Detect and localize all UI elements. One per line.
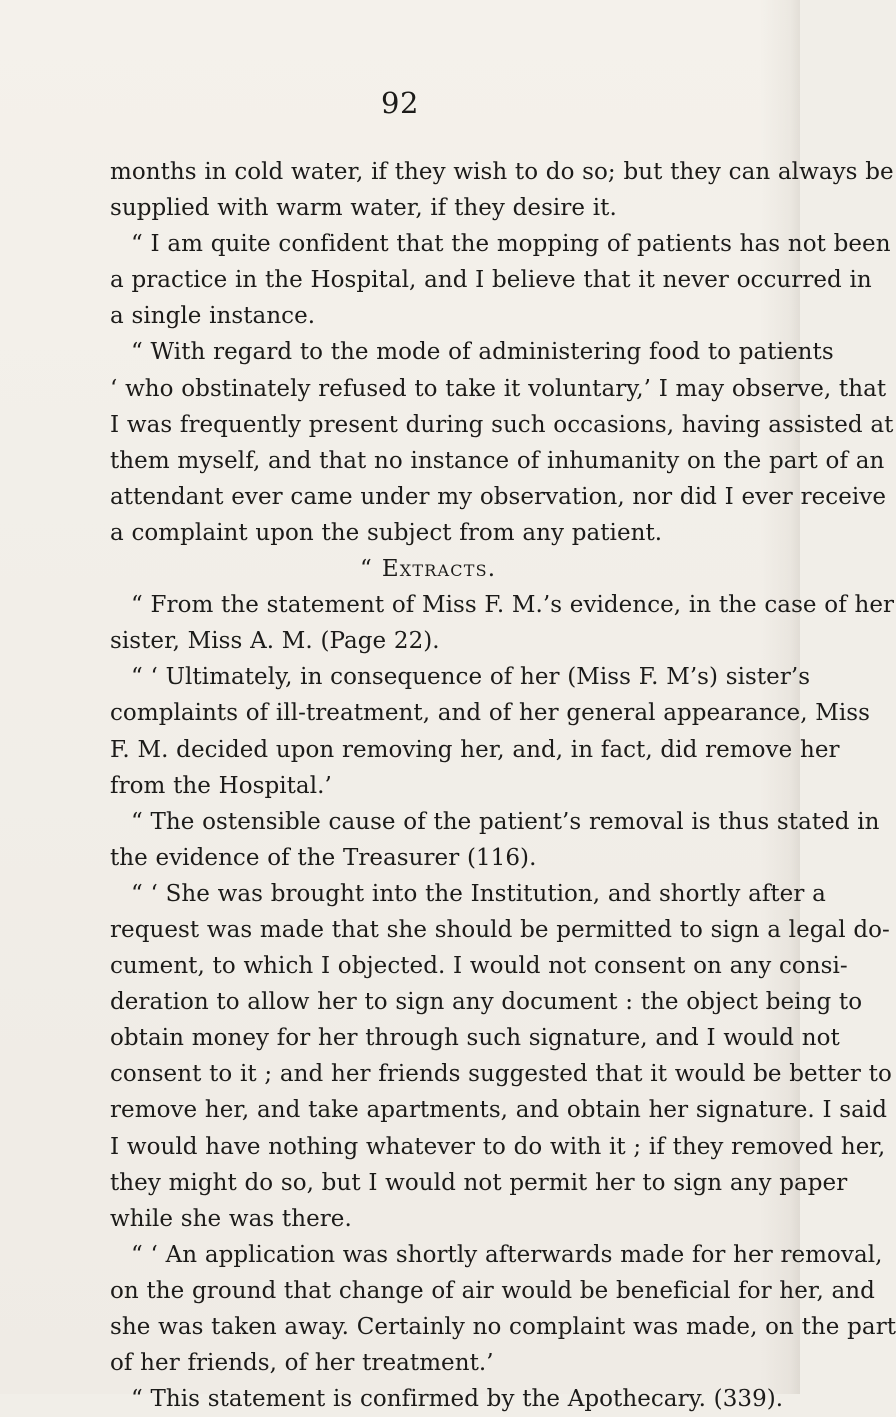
text-line: while she was there. [110, 1205, 352, 1232]
text-line: a complaint upon the subject from any patient. [110, 519, 663, 546]
text-line: I was frequently present during such occasions, having assisted at [110, 411, 894, 438]
text-line: “ With regard to the mode of administering food to patients [131, 339, 834, 366]
text-line: “ The ostensible cause of the patient’s removal is thus stated in [131, 808, 880, 835]
text-line: “ From the statement of Miss F. M.’s evidence, in the case of her [131, 592, 895, 619]
text-line: from the Hospital.’ [110, 772, 332, 799]
text-line: of her friends, of her treatment.’ [110, 1350, 494, 1377]
text-line: obtain money for her through such signature, and I would not [110, 1025, 840, 1052]
text-line: cument, to which I objected. I would not consent on any consi- [110, 953, 848, 980]
text-line: attendant ever came under my observation, nor did I ever receive [110, 483, 886, 510]
text-line: “ This statement is confirmed by the Apothecary. (339). [131, 1386, 784, 1413]
text-line: a single instance. [110, 303, 316, 330]
text-line: ‘ who obstinately refused to take it voluntary,’ I may observe, that [110, 375, 887, 402]
text-line: the evidence of the Treasurer (116). [110, 844, 537, 871]
text-line: I would have nothing whatever to do with it ; if they removed her, [110, 1133, 886, 1160]
text-line: months in cold water, if they wish to do so; but they can always be [110, 159, 894, 185]
text-line: supplied with warm water, if they desire it. [110, 195, 617, 222]
body-text [110, 154, 896, 1417]
text-line: “ I am quite confident that the mopping of patients has not been [131, 231, 891, 258]
text-line: “ ‘ Ultimately, in consequence of her (Miss F. M’s) sister’s [131, 664, 811, 691]
text-line: “ ‘ She was brought into the Institution, and shortly after a [131, 880, 826, 907]
text-line: remove her, and take apartments, and obtain her signature. I said [110, 1097, 888, 1124]
text-line: “ ‘ An application was shortly afterwards made for her removal, [131, 1241, 883, 1268]
text-line: she was taken away. Certainly no complaint was made, on the part [110, 1314, 896, 1340]
text-line: consent to it ; and her friends suggested that it would be better to [110, 1061, 892, 1088]
page-number: 92 [381, 86, 419, 120]
text-line: sister, Miss A. M. (Page 22). [110, 628, 440, 655]
text-line: complaints of ill-treatment, and of her general appearance, Miss [110, 700, 870, 727]
text-line: deration to allow her to sign any document : the object being to [110, 989, 863, 1016]
text-line: on the ground that change of air would be beneficial for her, and [110, 1277, 875, 1304]
text-line: they might do so, but I would not permit her to sign any paper [110, 1169, 848, 1196]
text-line: request was made that she should be permitted to sign a legal do- [110, 916, 890, 943]
text-line: them myself, and that no instance of inhumanity on the part of an [110, 447, 885, 474]
text-line: a practice in the Hospital, and I believe that it never occurred in [110, 267, 872, 294]
section-heading: “ Extracts. [360, 556, 497, 583]
text-line: F. M. decided upon removing her, and, in fact, did remove her [110, 736, 840, 763]
